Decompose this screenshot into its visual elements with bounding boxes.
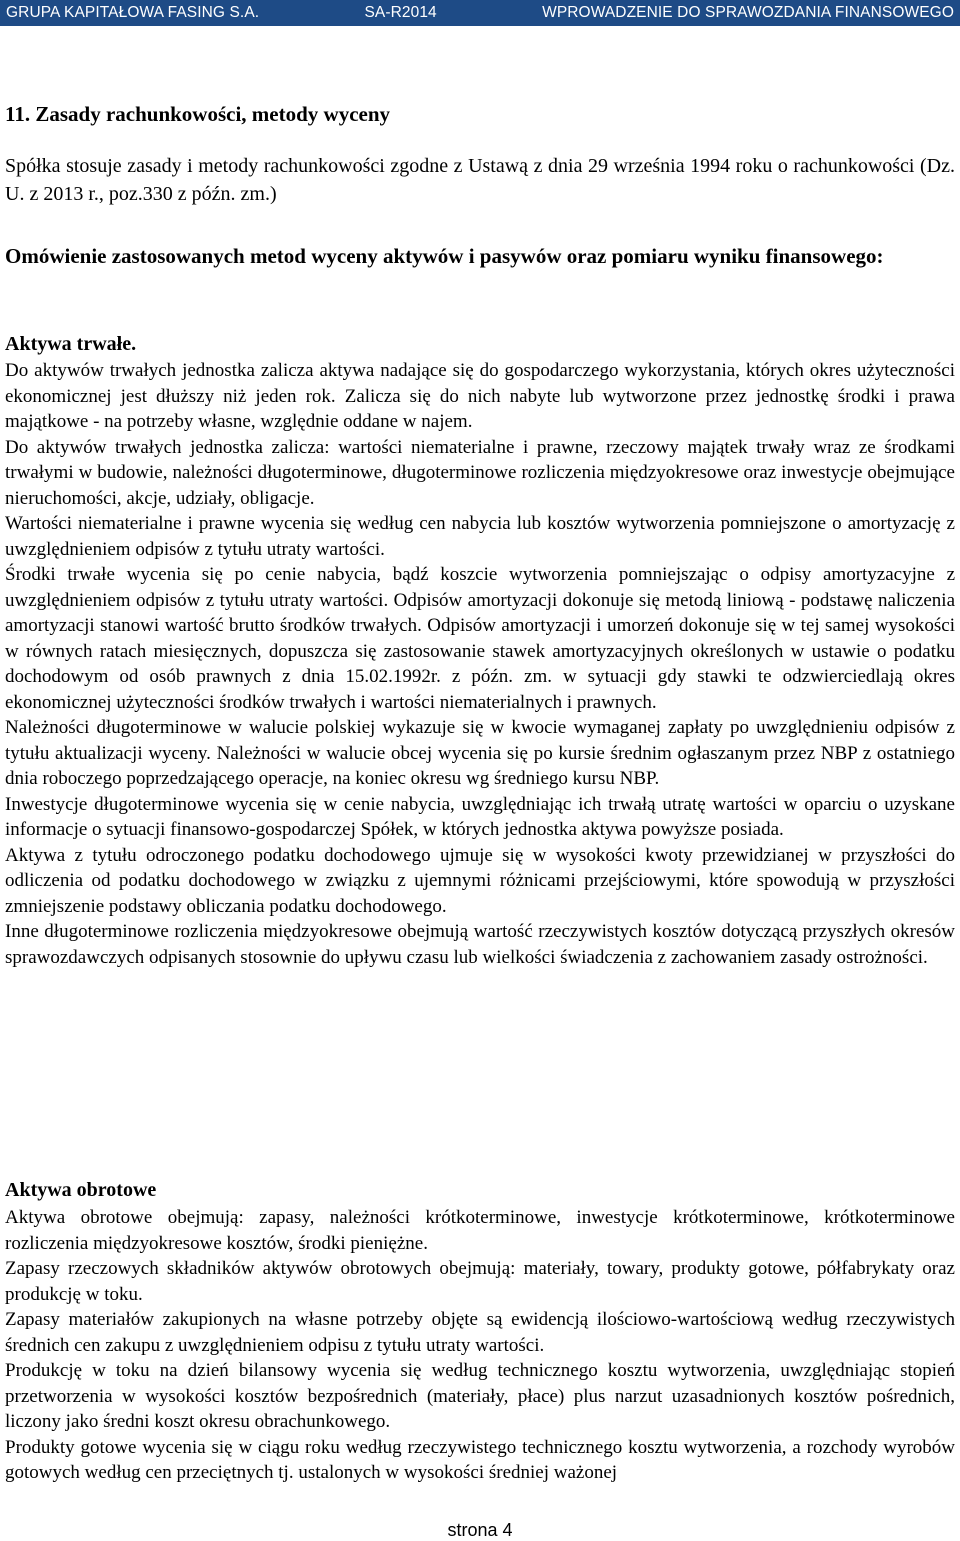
current-assets-title: Aktywa obrotowe: [5, 1179, 157, 1201]
fixed-assets-p1: Do aktywów trwałych jednostka zalicza aktywa nadające się do gospodarczego wykorzystania, których okres użyteczności ekonomicznej jest dłuższy niż jeden rok. Zalicza się do nich nabyte lub wytworzone przez jednostkę środki i prawa majątkowe - na potrzeby własne, względnie oddane w najem.: [5, 360, 955, 432]
fixed-assets-section: [5, 330, 955, 970]
current-assets-p5: Produkty gotowe wycenia się w ciągu roku według rzeczywistego technicznego kosztu wytworzenia, a rozchody wyrobów gotowych według cen przeciętnych tj. ustalonych w wysokości średniej ważonej: [5, 1436, 955, 1483]
current-assets-p2: Zapasy rzeczowych składników aktywów obrotowych obejmują: materiały, towary, produkty gotowe, półfabrykaty oraz produkcję w toku.: [5, 1258, 955, 1305]
header-report: SA-R2014: [364, 4, 437, 21]
current-assets-p4: Produkcję w toku na dzień bilansowy wycenia się według technicznego kosztu wytworzenia, uwzględniając stopień przetworzenia w wysokości kosztów bezpośrednich (materiały, płace) plus narzut uzasadnionych kosztów pośrednich, liczony jako średni koszt okresu obrachunkowego.: [5, 1360, 955, 1432]
fixed-assets-p7: Aktywa z tytułu odroczonego podatku dochodowego ujmuje się w wysokości kwoty przewidzianej w przyszłości do odliczenia od podatku dochodowego w związku z ujemnymi różnicami przejściowymi, które spowodują w przyszłości zmniejszenie podstawy obliczania podatku dochodowego.: [5, 844, 955, 917]
current-assets-p1: Aktywa obrotowe obejmują: zapasy, należności krótkoterminowe, inwestycje krótkoterminowe, krótkoterminowe rozliczenia międzyokresowe kosztów, środki pieniężne.: [5, 1207, 955, 1254]
fixed-assets-p4: Środki trwałe wycenia się po cenie nabycia, bądź koszcie wytworzenia pomniejszając o odpisy amortyzacyjne z uwzględnieniem odpisów z tytułu utraty wartości. Odpisów amortyzacji dokonuje się metodą liniową - podstawę naliczenia amortyzacji stanowi wartość brutto środków trwałych. Odpisów amortyzacji i umorzeń dokonuje się w tej samej wysokości w równych ratach miesięcznych, dopuszcza się zastosowanie stawek amortyzacyjnych określonych w ustawie o podatku dochodowym od osób prawnych z dnia 15.02.1992r. z późn. zm. w sytuacji gdy stawki te odzwierciedlają okres ekonomicznej użyteczności środków trwałych i wartości niematerialnych i prawnych.: [5, 564, 955, 713]
page-header: [0, 0, 960, 26]
section-heading: 11. Zasady rachunkowości, metody wyceny: [5, 102, 391, 126]
fixed-assets-p2: Do aktywów trwałych jednostka zalicza: wartości niematerialne i prawne, rzeczowy majątek trwały wraz ze środkami trwałymi w budowie, należności długoterminowe, długoterminowe rozliczenia międzyokresowe oraz inwestycje obejmujące nieruchomości, akcje, udziały, obligacje.: [5, 436, 955, 509]
header-company: GRUPA KAPITAŁOWA FASING S.A.: [6, 4, 260, 21]
fixed-assets-p8: Inne długoterminowe rozliczenia międzyokresowe obejmują wartość rzeczywistych kosztów dotyczącą przyszłych okresów sprawozdawczych odpisanych stosownie do upływu czasu lub wielkości świadczenia z zachowaniem zasady ostrożności.: [5, 921, 955, 968]
fixed-assets-title: Aktywa trwałe.: [5, 333, 137, 355]
header-section: WPROWADZENIE DO SPRAWOZDANIA FINANSOWEGO: [542, 4, 954, 21]
fixed-assets-p3: Wartości niematerialne i prawne wycenia się według cen nabycia lub kosztów wytworzenia pomniejszone o amortyzację z uwzględnieniem odpisów z tytułu utraty wartości.: [5, 513, 955, 560]
intro-paragraph: Spółka stosuje zasady i metody rachunkowości zgodne z Ustawą z dnia 29 września 1994 roku o rachunkowości (Dz. U. z 2013 r., poz.330 z późn. zm.): [5, 155, 955, 205]
fixed-assets-p5: Należności długoterminowe w walucie polskiej wykazuje się w kwocie wymaganej zapłaty po uwzględnieniu odpisów z tytułu aktualizacji wyceny. Należności w walucie obcej wycenia się po kursie średnim ogłaszanym przez NBP z ostatniego dnia roboczego poprzedzającego operacje, na koniec okresu wg średniego kursu NBP.: [5, 717, 955, 789]
intro-block: [5, 152, 955, 208]
subheading: Omówienie zastosowanych metod wyceny aktywów i pasywów oraz pomiaru wyniku finansowego:: [5, 244, 884, 268]
current-assets-section: [5, 1175, 955, 1486]
subheading-block: [5, 241, 955, 271]
fixed-assets-p6: Inwestycje długoterminowe wycenia się w cenie nabycia, uwzględniając ich trwałą utratę wartości w oparciu o uzyskane informacje o sytuacji finansowo-gospodarczej Spółek, w których jednostka aktywa powyższe posiada.: [5, 793, 955, 840]
page-number: strona 4: [447, 1520, 513, 1540]
current-assets-p3: Zapasy materiałów zakupionych na własne potrzeby objęte są ewidencją ilościowo-wartościową według rzeczywistych średnich cen zakupu z uwzględnieniem odpisu z tytułu utraty wartości.: [5, 1309, 955, 1356]
